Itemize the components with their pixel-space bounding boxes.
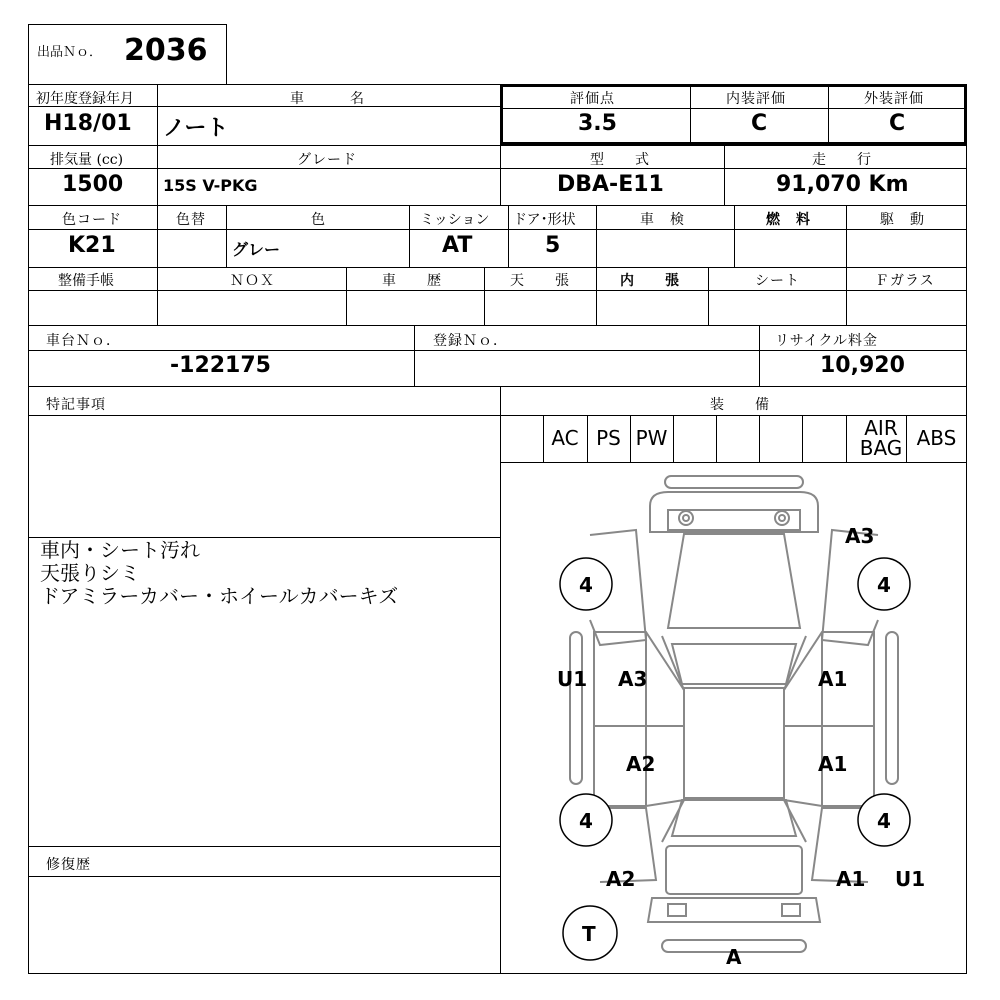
recycle-label: リサイクル料金 (775, 333, 879, 349)
special-note-line: 天張りシミ (40, 561, 140, 585)
doors-value: 5 (545, 233, 561, 258)
special-notes-label: 特記事項 (46, 397, 106, 413)
mark-tire-rear-left: 4 (579, 809, 593, 833)
equipment-ac: AC (551, 426, 579, 450)
color-code-value: K21 (68, 233, 116, 258)
equipment-airbag: AIR BAG (859, 416, 903, 460)
equipment-label: 装 備 (710, 397, 770, 413)
mark-left-front-door: A3 (618, 667, 648, 691)
model-value: DBA-E11 (557, 172, 664, 197)
interior-value: C (751, 111, 768, 136)
recycle-value: 10,920 (820, 353, 905, 378)
mileage-label: 走 行 (812, 152, 872, 168)
transmission-label: ミッション (420, 212, 490, 228)
repair-history-label: 修復歴 (46, 857, 91, 873)
color-value: グレー (232, 240, 281, 259)
displacement-label: 排気量 (cc) (50, 152, 124, 168)
displacement-value: 1500 (62, 172, 124, 197)
tire-circles (560, 558, 910, 960)
mark-rear-left: A2 (606, 867, 636, 891)
equipment-pw: PW (635, 426, 668, 450)
nox-label: ＮＯＸ (230, 273, 275, 289)
mark-tire-front-right: 4 (877, 573, 891, 597)
model-label: 型 式 (590, 152, 650, 168)
mark-front-bumper: A3 (845, 524, 875, 548)
doors-label: ドア･形状 (513, 212, 576, 228)
mark-right-rear-door: A1 (818, 752, 848, 776)
mark-spare-tire: T (582, 922, 596, 946)
inspection-label: 車 検 (640, 212, 685, 228)
car-name-label: 車 名 (290, 91, 365, 107)
lot-label: 出品Ｎｏ． (37, 45, 103, 60)
interior-label: 内装評価 (726, 91, 786, 107)
special-note-line: 車内・シート汚れ (40, 538, 200, 562)
history-label: 車 歴 (382, 273, 442, 289)
transmission-value: AT (442, 233, 473, 258)
lot-number: 2036 (124, 33, 208, 68)
chassis-value: -122175 (170, 353, 271, 378)
color-label: 色 (311, 212, 326, 228)
seat-label: シート (755, 273, 800, 289)
exterior-label: 外装評価 (864, 91, 924, 107)
grade-value: 15S V-PKG (163, 176, 258, 195)
interior-trim-label: 内 張 (620, 273, 680, 289)
car-diagram (502, 463, 966, 973)
mark-left-sill: U1 (557, 667, 588, 691)
grade-label: グレード (297, 152, 357, 168)
mark-tire-front-left: 4 (579, 573, 593, 597)
car-name-value: ノート (163, 116, 229, 141)
first-reg-value: H18/01 (44, 111, 132, 136)
mark-rear-right-bumper: U1 (895, 867, 926, 891)
mark-left-rear-door: A2 (626, 752, 656, 776)
color-code-label: 色コード (62, 212, 122, 228)
maintenance-label: 整備手帳 (58, 273, 114, 289)
registration-label: 登録Ｎｏ． (433, 333, 508, 349)
repaint-label: 色替 (176, 212, 206, 228)
mark-right-front-door: A1 (818, 667, 848, 691)
mark-tire-rear-right: 4 (877, 809, 891, 833)
lot-box (28, 24, 227, 85)
score-value: 3.5 (578, 111, 617, 136)
drive-label: 駆 動 (880, 212, 925, 228)
chassis-label: 車台Ｎｏ． (46, 333, 121, 349)
fuel-label: 燃 料 (766, 212, 811, 228)
special-note-line: ドアミラーカバー・ホイールカバーキズ (40, 584, 399, 608)
mark-rear-bumper: A (726, 945, 742, 969)
mileage-value: 91,070 Km (776, 172, 909, 197)
equipment-abs: ABS (916, 426, 957, 450)
fglass-label: Ｆガラス (875, 273, 935, 289)
mark-rear-right: A1 (836, 867, 866, 891)
sunroof-label: 天 張 (510, 273, 570, 289)
exterior-value: C (889, 111, 906, 136)
first-reg-label: 初年度登録年月 (36, 91, 134, 107)
equipment-ps: PS (596, 426, 621, 450)
score-label: 評価点 (570, 91, 615, 107)
